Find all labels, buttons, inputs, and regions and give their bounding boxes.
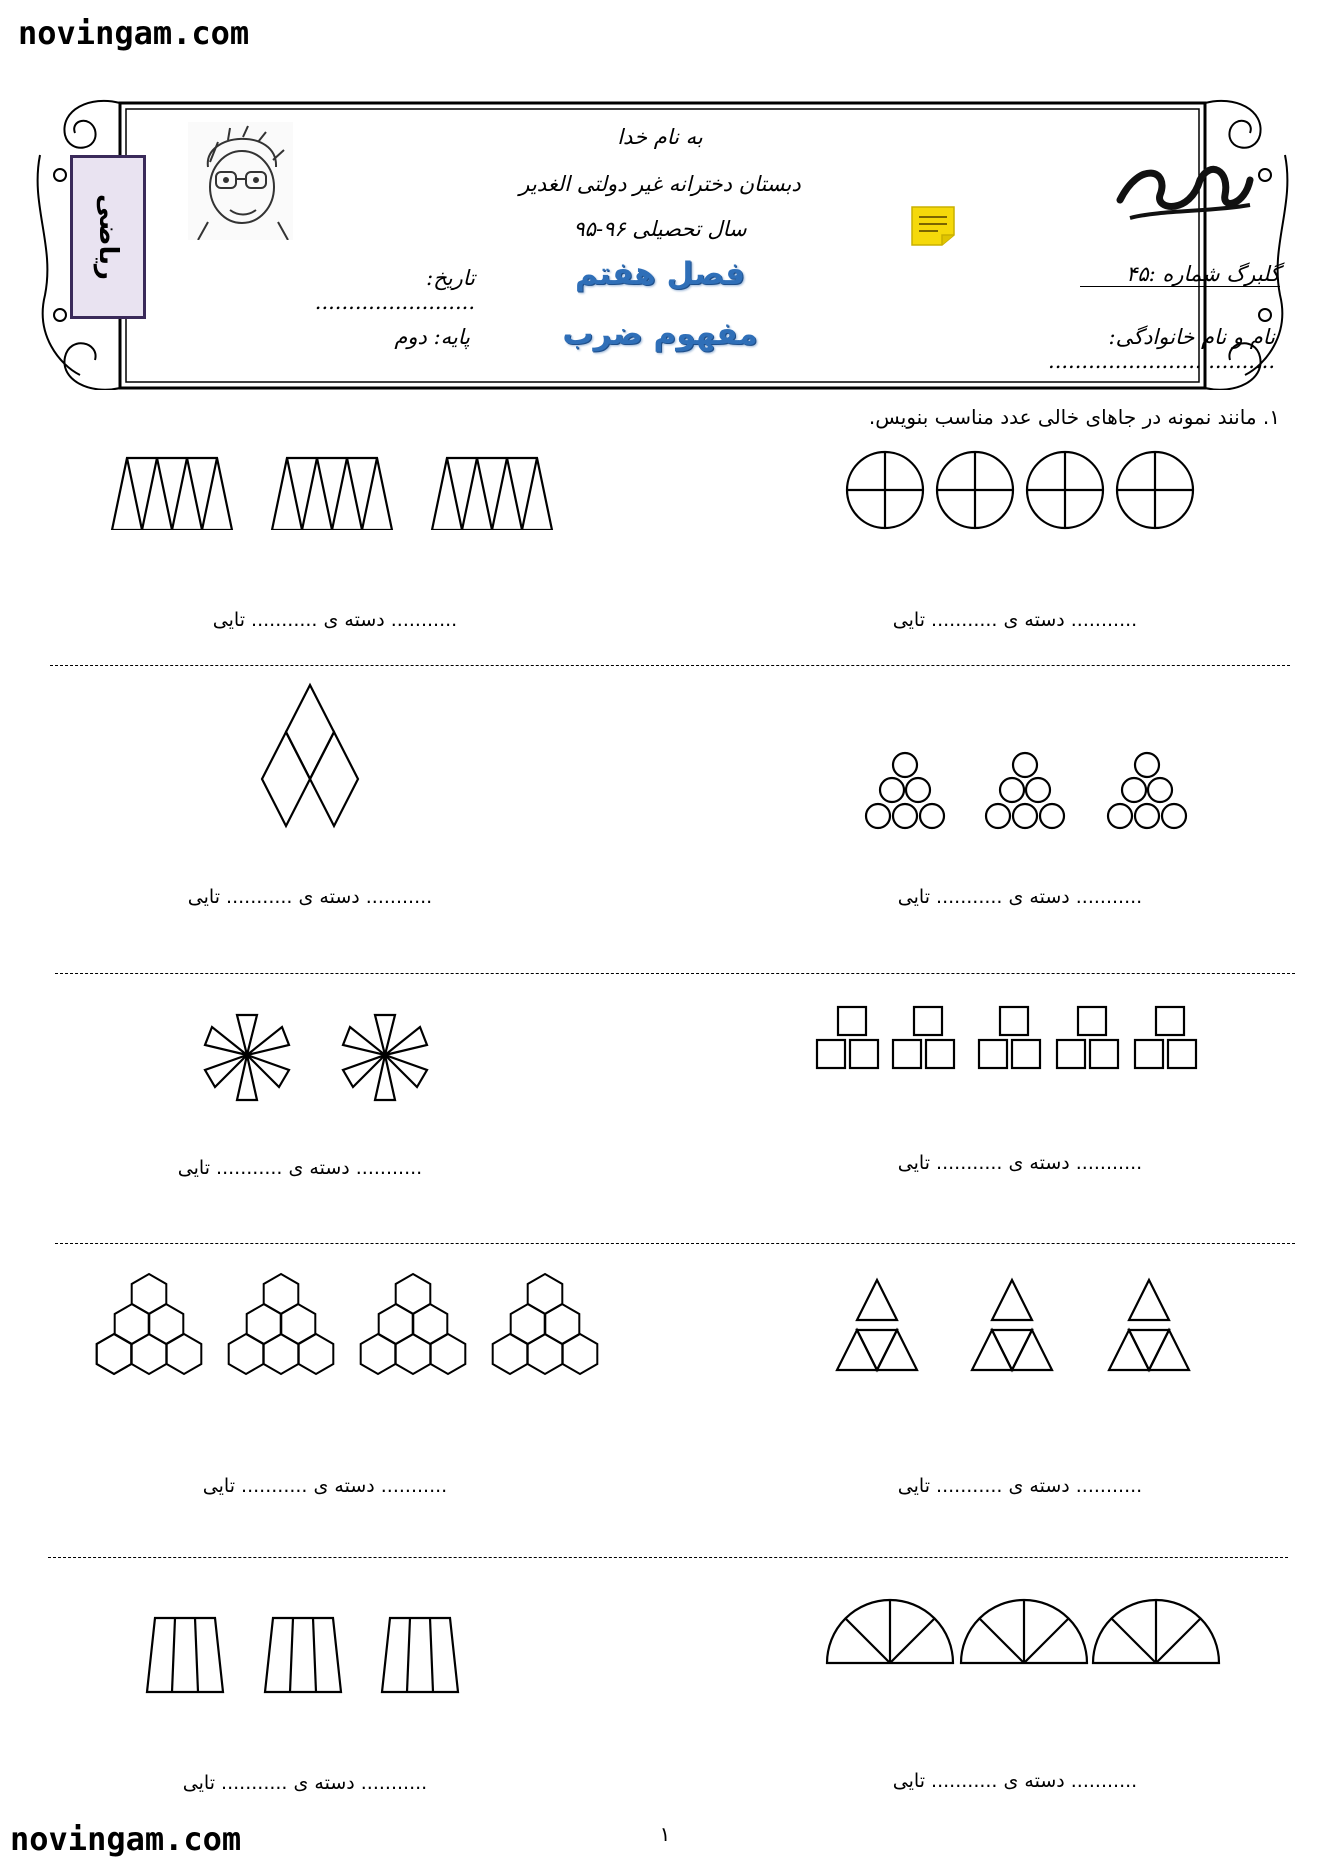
student-name-field: نام و نام خانوادگی: .................................. (1048, 325, 1275, 373)
site-watermark-bottom: novingam.com (10, 1820, 242, 1858)
rhombus-group (255, 680, 365, 830)
hexagon-pyramids (92, 1272, 612, 1397)
answer-line-4[interactable]: ........... دسته ی ........... تایی (897, 886, 1143, 908)
divider-2 (55, 973, 1295, 974)
grade-label: پایه: دوم (394, 325, 470, 349)
answer-line-9[interactable]: ........... دسته ی ........... تایی (182, 1772, 428, 1794)
answer-line-2[interactable]: ........... دسته ی ........... تایی (892, 609, 1138, 631)
quartered-circles (840, 445, 1200, 535)
school-year: سال تحصیلی ۹۶-۹۵ (573, 217, 747, 241)
subject-box (70, 155, 146, 319)
square-groups (812, 1002, 1222, 1082)
semicircle-fans (825, 1595, 1225, 1670)
question-text: ۱. مانند نمونه در جاهای خالی عدد مناسب بنویس. (868, 405, 1280, 429)
answer-line-7[interactable]: ........... دسته ی ........... تایی (202, 1475, 448, 1497)
chapter-title: فصل هفتم (574, 256, 746, 292)
answer-line-10[interactable]: ........... دسته ی ........... تایی (892, 1770, 1138, 1792)
answer-line-6[interactable]: ........... دسته ی ........... تایی (897, 1152, 1143, 1174)
child-cartoon-image (188, 122, 293, 240)
triangles-groups (100, 450, 580, 530)
star-flowers (195, 1005, 445, 1115)
header-basmala: به نام خدا (617, 125, 703, 149)
school-name: دبستان دخترانه غیر دولتی الغدیر (519, 172, 801, 196)
school-logo (1100, 140, 1270, 240)
sheet-number: گلبرگ شماره :۴۵ (1080, 262, 1280, 287)
subject-label: ریاضی (93, 194, 123, 280)
page-number: ۱ (659, 1822, 671, 1846)
triangle-clusters (832, 1275, 1222, 1375)
topic-title: مفهوم ضرب (562, 316, 758, 352)
divider-4 (48, 1557, 1288, 1558)
trapezoid-groups (140, 1610, 480, 1700)
circle-pyramids (850, 750, 1210, 845)
answer-line-8[interactable]: ........... دسته ی ........... تایی (897, 1475, 1143, 1497)
date-field: تاریخ: ........................ (314, 266, 475, 314)
answer-line-3[interactable]: ........... دسته ی ........... تایی (187, 886, 433, 908)
answer-line-1[interactable]: ........... دسته ی ........... تایی (212, 609, 458, 631)
site-watermark-top: novingam.com (18, 14, 250, 52)
sticky-note-icon (910, 205, 956, 247)
answer-line-5[interactable]: ........... دسته ی ........... تایی (177, 1157, 423, 1179)
divider-1 (50, 665, 1290, 666)
divider-3 (55, 1243, 1295, 1244)
